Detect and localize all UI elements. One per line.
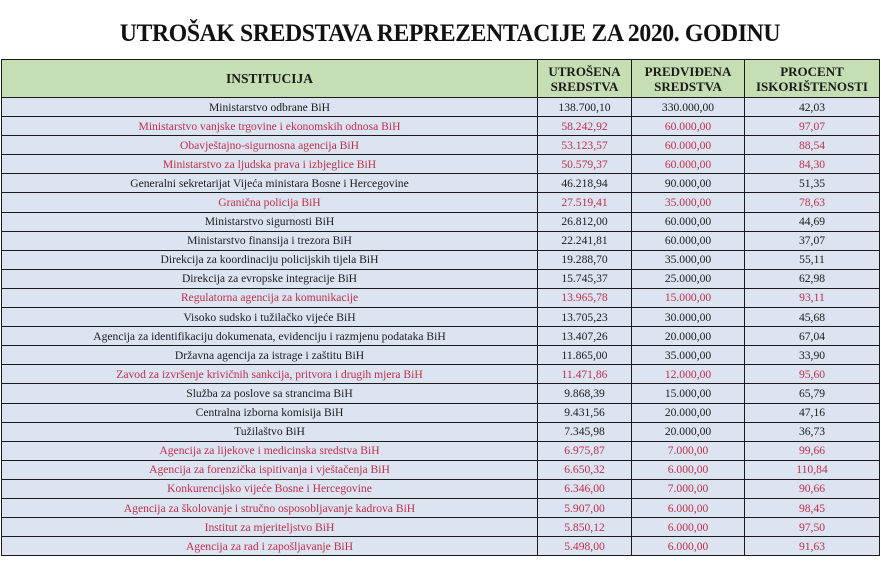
table-row — [2, 231, 880, 250]
cell-percent: 98,45 — [745, 498, 880, 517]
cell-planned: 12.000,00 — [632, 365, 745, 384]
cell-percent: 67,04 — [745, 327, 880, 346]
column-header-spent — [538, 60, 632, 98]
cell-institution: Ministarstvo finansija i trezora BiH — [2, 231, 538, 250]
table-row — [2, 193, 880, 212]
table-row — [2, 288, 880, 307]
cell-planned: 7.000,00 — [632, 479, 745, 498]
cell-planned: 60.000,00 — [632, 136, 745, 155]
column-header-institution: INSTITUCIJA — [2, 60, 538, 98]
column-header-spent-line2: SREDSTVA — [550, 78, 619, 94]
cell-institution: Generalni sekretarijat Vijeća ministara Bosne i Hercegovine — [2, 174, 538, 193]
cell-planned: 35.000,00 — [632, 193, 745, 212]
cell-institution: Regulatorna agencija za komunikacije — [2, 288, 538, 307]
cell-spent: 13.407,26 — [538, 327, 632, 346]
cell-planned: 35.000,00 — [632, 250, 745, 269]
cell-spent: 138.700,10 — [538, 98, 632, 117]
cell-institution: Visoko sudsko i tužilačko vijeće BiH — [2, 308, 538, 327]
cell-planned: 15.000,00 — [632, 288, 745, 307]
cell-spent: 15.745,37 — [538, 269, 632, 288]
cell-spent: 6.650,32 — [538, 460, 632, 479]
table-row — [2, 422, 880, 441]
cell-spent: 58.242,92 — [538, 117, 632, 136]
table-body — [2, 98, 880, 556]
cell-percent: 65,79 — [745, 384, 880, 403]
cell-percent: 90,66 — [745, 479, 880, 498]
cell-planned: 330.000,00 — [632, 98, 745, 117]
table-row — [2, 537, 880, 556]
table-row — [2, 98, 880, 117]
cell-spent: 9.431,56 — [538, 403, 632, 422]
column-header-percent-line1: PROCENT — [780, 63, 844, 79]
cell-institution: Služba za poslove sa strancima BiH — [2, 384, 538, 403]
cell-spent: 5.850,12 — [538, 518, 632, 537]
cell-planned: 60.000,00 — [632, 155, 745, 174]
cell-planned: 20.000,00 — [632, 327, 745, 346]
table-row — [2, 269, 880, 288]
cell-spent: 13.965,78 — [538, 288, 632, 307]
cell-institution: Centralna izborna komisija BiH — [2, 403, 538, 422]
table-row — [2, 117, 880, 136]
table-row — [2, 403, 880, 422]
table-header-row — [2, 60, 880, 98]
table-row — [2, 518, 880, 537]
cell-institution: Tužilaštvo BiH — [2, 422, 538, 441]
cell-percent: 91,63 — [745, 537, 880, 556]
column-header-planned — [632, 60, 745, 98]
cell-percent: 93,11 — [745, 288, 880, 307]
table-row — [2, 346, 880, 365]
table-row — [2, 174, 880, 193]
table-row — [2, 460, 880, 479]
cell-percent: 84,30 — [745, 155, 880, 174]
table-row — [2, 308, 880, 327]
cell-institution: Direkcija za koordinaciju policijskih tijela BiH — [2, 250, 538, 269]
cell-institution: Ministarstvo sigurnosti BiH — [2, 212, 538, 231]
cell-planned: 60.000,00 — [632, 231, 745, 250]
cell-institution: Agencija za identifikaciju dokumenata, evidenciju i razmjenu podataka BiH — [2, 327, 538, 346]
table-row — [2, 441, 880, 460]
cell-planned: 15.000,00 — [632, 384, 745, 403]
cell-spent: 46.218,94 — [538, 174, 632, 193]
table-row — [2, 250, 880, 269]
cell-planned: 35.000,00 — [632, 346, 745, 365]
cell-percent: 99,66 — [745, 441, 880, 460]
cell-institution: Zavod za izvršenje krivičnih sankcija, pritvora i drugih mjera BiH — [2, 365, 538, 384]
cell-spent: 6.975,87 — [538, 441, 632, 460]
cell-percent: 44,69 — [745, 212, 880, 231]
cell-spent: 5.907,00 — [538, 498, 632, 517]
cell-percent: 97,50 — [745, 518, 880, 537]
column-header-planned-line1: PREDVIĐENA — [644, 63, 732, 79]
cell-spent: 50.579,37 — [538, 155, 632, 174]
table-row — [2, 155, 880, 174]
cell-percent: 45,68 — [745, 308, 880, 327]
cell-percent: 62,98 — [745, 269, 880, 288]
table-row — [2, 327, 880, 346]
cell-percent: 95,60 — [745, 365, 880, 384]
cell-planned: 30.000,00 — [632, 308, 745, 327]
cell-planned: 60.000,00 — [632, 212, 745, 231]
table-row — [2, 212, 880, 231]
table-row — [2, 479, 880, 498]
cell-percent: 33,90 — [745, 346, 880, 365]
cell-planned: 6.000,00 — [632, 518, 745, 537]
cell-institution: Državna agencija za istrage i zaštitu BiH — [2, 346, 538, 365]
cell-institution: Konkurencijsko vijeće Bosne i Hercegovine — [2, 479, 538, 498]
cell-spent: 22.241,81 — [538, 231, 632, 250]
expense-table — [1, 59, 880, 556]
cell-spent: 6.346,00 — [538, 479, 632, 498]
cell-planned: 20.000,00 — [632, 422, 745, 441]
cell-institution: Institut za mjeriteljstvo BiH — [2, 518, 538, 537]
cell-percent: 78,63 — [745, 193, 880, 212]
cell-spent: 7.345,98 — [538, 422, 632, 441]
cell-institution: Granična policija BiH — [2, 193, 538, 212]
cell-percent: 42,03 — [745, 98, 880, 117]
cell-percent: 51,35 — [745, 174, 880, 193]
cell-spent: 26.812,00 — [538, 212, 632, 231]
cell-spent: 13.705,23 — [538, 308, 632, 327]
cell-institution: Agencija za školovanje i stručno osposobljavanje kadrova BiH — [2, 498, 538, 517]
cell-institution: Agencija za forenzička ispitivanja i vještačenja BiH — [2, 460, 538, 479]
table-row — [2, 498, 880, 517]
cell-planned: 6.000,00 — [632, 460, 745, 479]
column-header-percent-line2: ISKORIŠTENOSTI — [756, 78, 868, 94]
cell-institution: Ministarstvo vanjske trgovine i ekonomskih odnosa BiH — [2, 117, 538, 136]
cell-spent: 11.471,86 — [538, 365, 632, 384]
cell-percent: 110,84 — [745, 460, 880, 479]
cell-percent: 37,07 — [745, 231, 880, 250]
table-row — [2, 384, 880, 403]
cell-institution: Agencija za rad i zapošljavanje BiH — [2, 537, 538, 556]
cell-institution: Ministarstvo za ljudska prava i izbjeglice BiH — [2, 155, 538, 174]
cell-institution: Obavještajno-sigurnosna agencija BiH — [2, 136, 538, 155]
cell-planned: 90.000,00 — [632, 174, 745, 193]
cell-percent: 47,16 — [745, 403, 880, 422]
table-row — [2, 136, 880, 155]
column-header-percent — [745, 60, 880, 98]
cell-planned: 7.000,00 — [632, 441, 745, 460]
cell-planned: 6.000,00 — [632, 537, 745, 556]
cell-planned: 25.000,00 — [632, 269, 745, 288]
cell-percent: 55,11 — [745, 250, 880, 269]
cell-institution: Ministarstvo odbrane BiH — [2, 98, 538, 117]
column-header-planned-line2: SREDSTVA — [654, 78, 722, 94]
cell-spent: 11.865,00 — [538, 346, 632, 365]
page-title: UTROŠAK SREDSTAVA REPREZENTACIJE ZA 2020. GODINU — [119, 18, 781, 47]
cell-spent: 9.868,39 — [538, 384, 632, 403]
column-header-spent-line1: UTROŠENA — [548, 63, 621, 79]
cell-spent: 19.288,70 — [538, 250, 632, 269]
cell-percent: 88,54 — [745, 136, 880, 155]
cell-spent: 5.498,00 — [538, 537, 632, 556]
cell-institution: Agencija za lijekove i medicinska sredstva BiH — [2, 441, 538, 460]
cell-planned: 60.000,00 — [632, 117, 745, 136]
cell-percent: 97,07 — [745, 117, 880, 136]
cell-percent: 36,73 — [745, 422, 880, 441]
cell-planned: 20.000,00 — [632, 403, 745, 422]
cell-spent: 53.123,57 — [538, 136, 632, 155]
cell-spent: 27.519,41 — [538, 193, 632, 212]
cell-institution: Direkcija za evropske integracije BiH — [2, 269, 538, 288]
cell-planned: 6.000,00 — [632, 498, 745, 517]
table-row — [2, 365, 880, 384]
